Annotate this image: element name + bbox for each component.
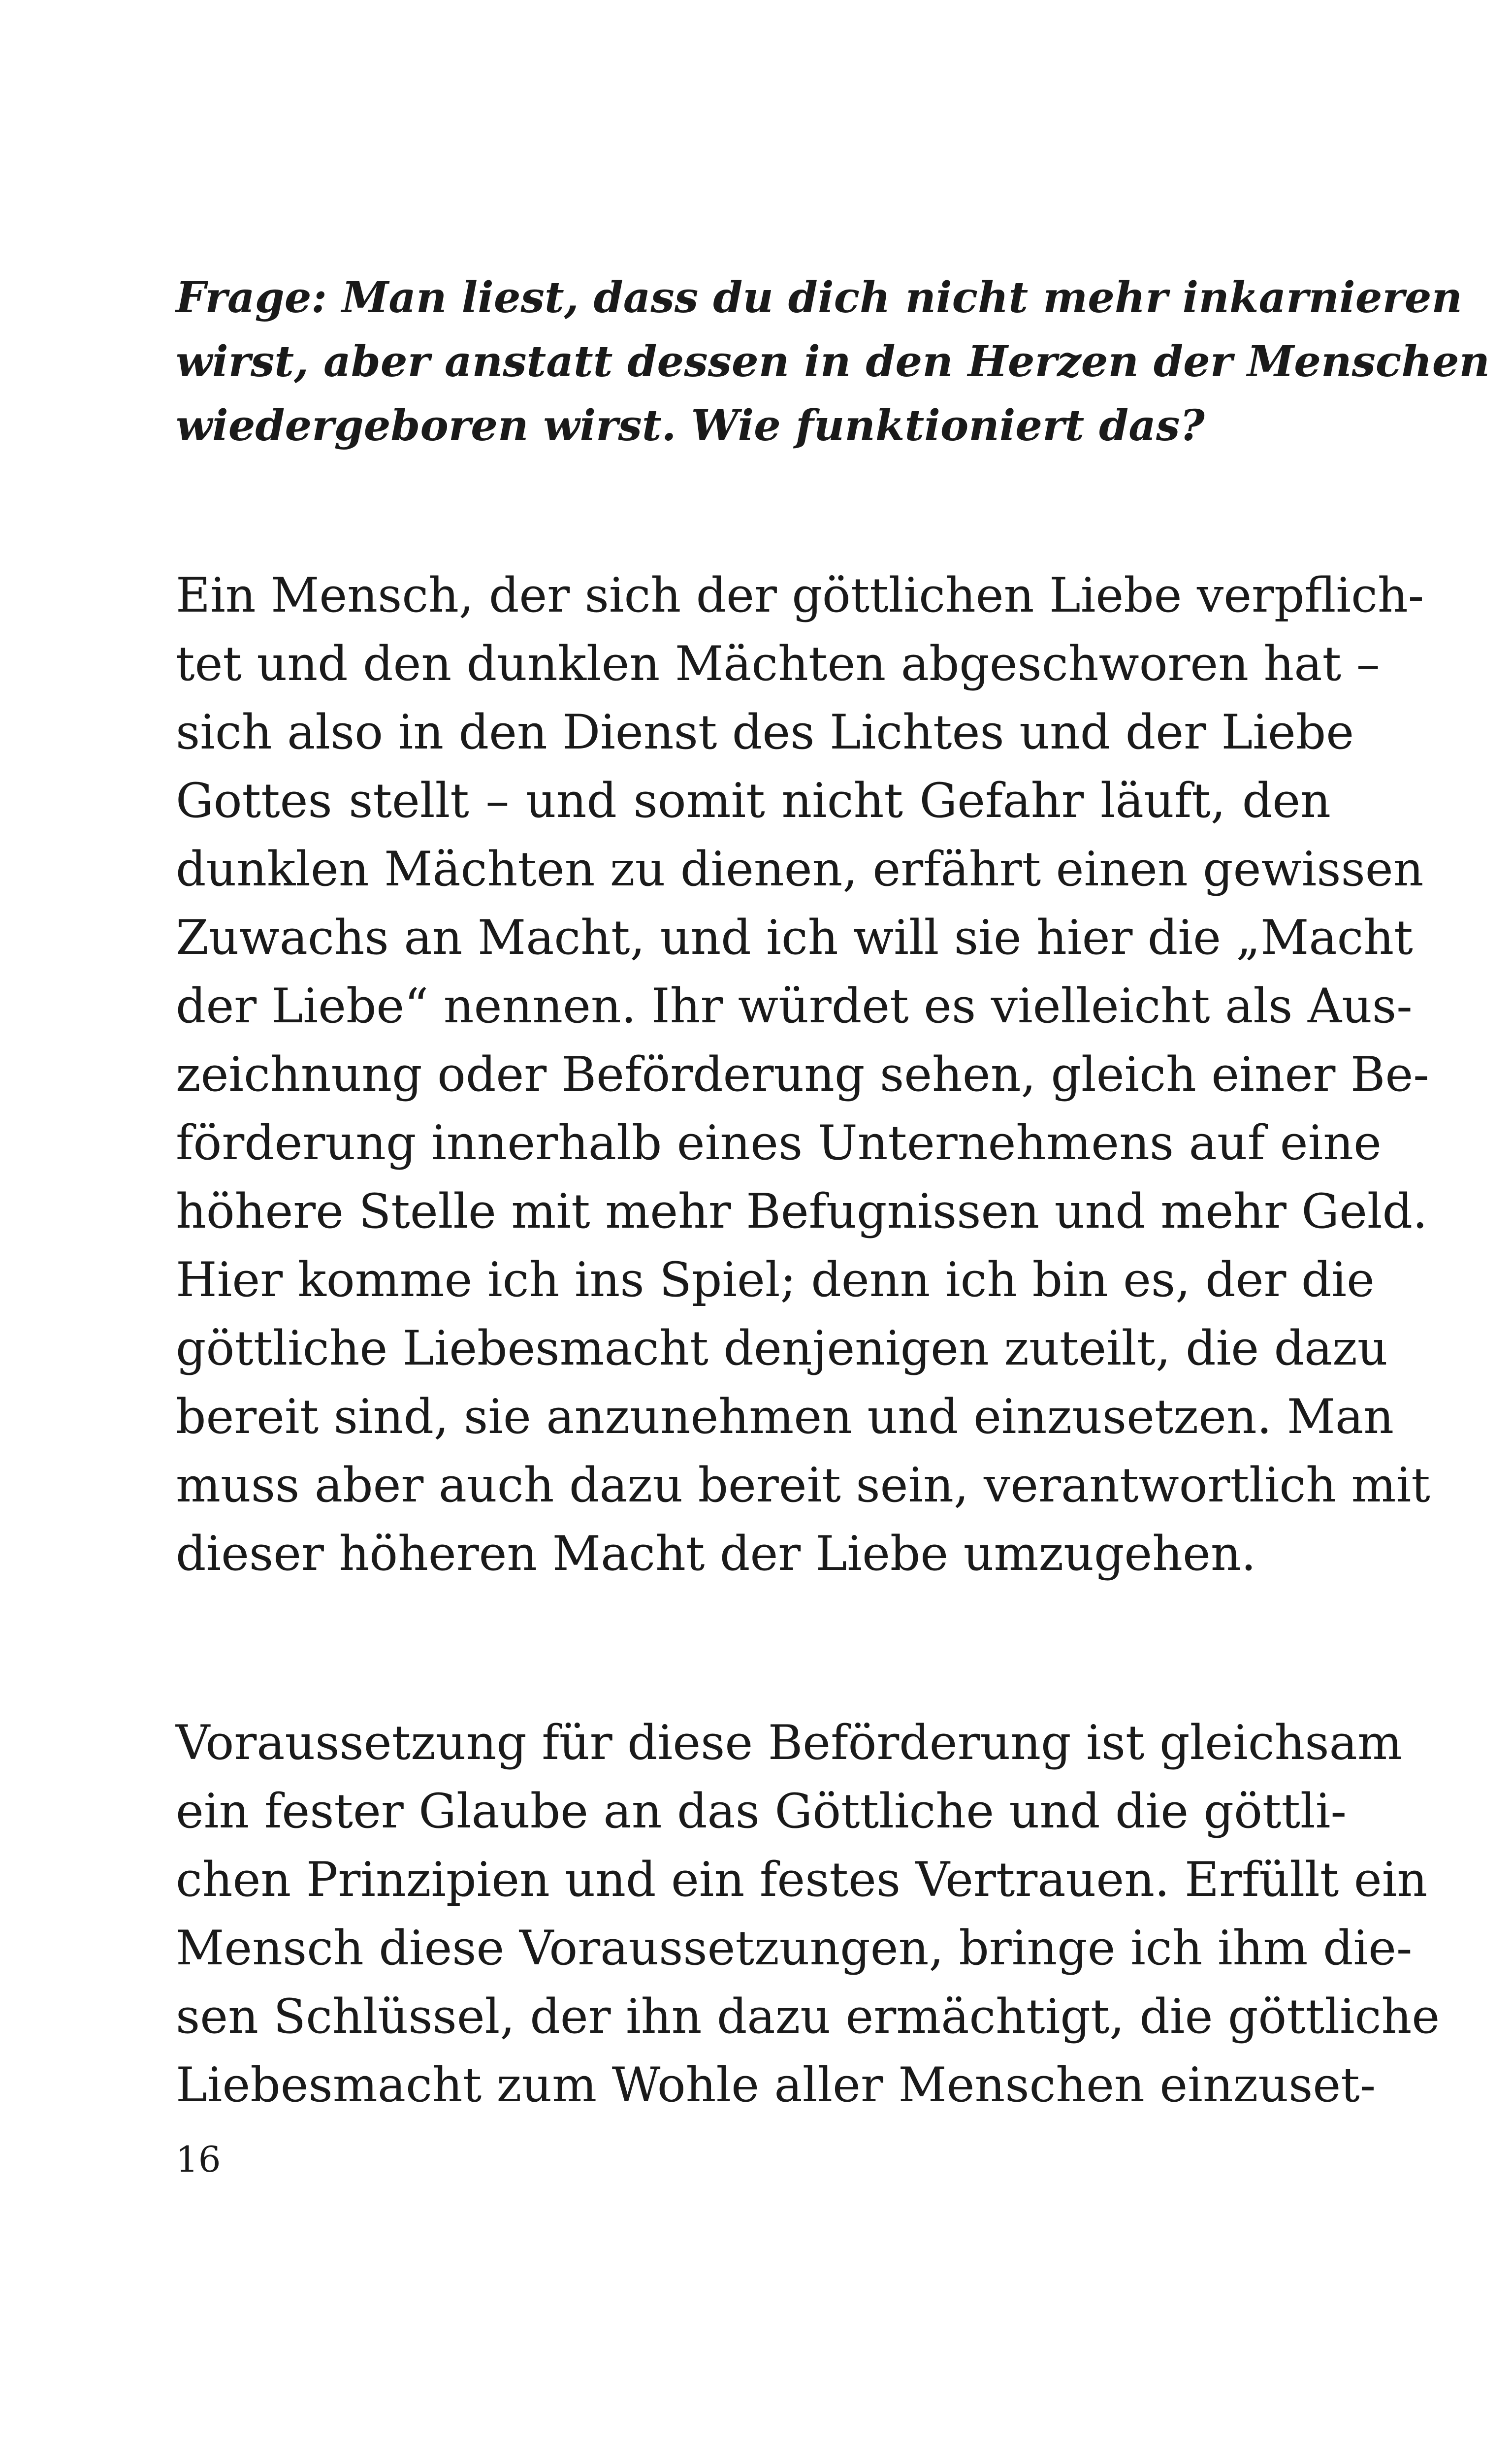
paragraph-line: dieser höheren Macht der Liebe umzugehen. — [176, 1526, 1256, 1581]
answer-paragraph-1 — [176, 561, 1430, 1588]
answer-paragraph-2 — [176, 1709, 1440, 2119]
paragraph-line: muss aber auch dazu bereit sein, verantwortlich mit — [176, 1458, 1430, 1513]
question-line: Frage: Man liest, dass du dich nicht mehr inkarnieren — [176, 273, 1462, 323]
paragraph-line: Zuwachs an Macht, und ich will sie hier die „Macht — [176, 910, 1413, 965]
paragraph-line: förderung innerhalb eines Unternehmens auf eine — [176, 1115, 1382, 1171]
question-text — [176, 266, 1490, 458]
paragraph-line: göttliche Liebesmacht denjenigen zuteilt, die dazu — [176, 1321, 1388, 1376]
question-line: wirst, aber anstatt dessen in den Herzen der Menschen — [176, 337, 1490, 387]
paragraph-line: sen Schlüssel, der ihn dazu ermächtigt, die göttliche — [176, 1989, 1440, 2044]
paragraph-line: Liebesmacht zum Wohle aller Menschen einzuset- — [176, 2057, 1376, 2113]
paragraph-line: tet und den dunklen Mächten abgeschworen hat – — [176, 636, 1380, 691]
paragraph-line: Mensch diese Voraussetzungen, bringe ich ihm die- — [176, 1921, 1413, 1976]
paragraph-line: chen Prinzipien und ein festes Vertrauen. Erfüllt ein — [176, 1852, 1428, 1907]
paragraph-line: ein fester Glaube an das Göttliche und die göttli- — [176, 1784, 1347, 1839]
paragraph-line: dunklen Mächten zu dienen, erfährt einen gewissen — [176, 842, 1424, 897]
paragraph-line: Hier komme ich ins Spiel; denn ich bin es, der die — [176, 1252, 1375, 1307]
paragraph-line: Ein Mensch, der sich der göttlichen Liebe verpflich- — [176, 568, 1424, 623]
page-number: 16 — [176, 2139, 221, 2180]
paragraph-line: höhere Stelle mit mehr Befugnissen und mehr Geld. — [176, 1184, 1428, 1239]
page-body — [176, 266, 1490, 2119]
paragraph-line: zeichnung oder Beförderung sehen, gleich einer Be- — [176, 1047, 1429, 1102]
question-line: wiedergeboren wirst. Wie funktioniert das? — [176, 401, 1205, 451]
paragraph-line: der Liebe“ nennen. Ihr würdet es vielleicht als Aus- — [176, 978, 1413, 1034]
paragraph-line: sich also in den Dienst des Lichtes und der Liebe — [176, 705, 1354, 760]
paragraph-line: Voraussetzung für diese Beförderung ist gleichsam — [176, 1715, 1402, 1770]
paragraph-line: bereit sind, sie anzunehmen und einzusetzen. Man — [176, 1389, 1394, 1444]
paragraph-line: Gottes stellt – und somit nicht Gefahr läuft, den — [176, 773, 1331, 828]
